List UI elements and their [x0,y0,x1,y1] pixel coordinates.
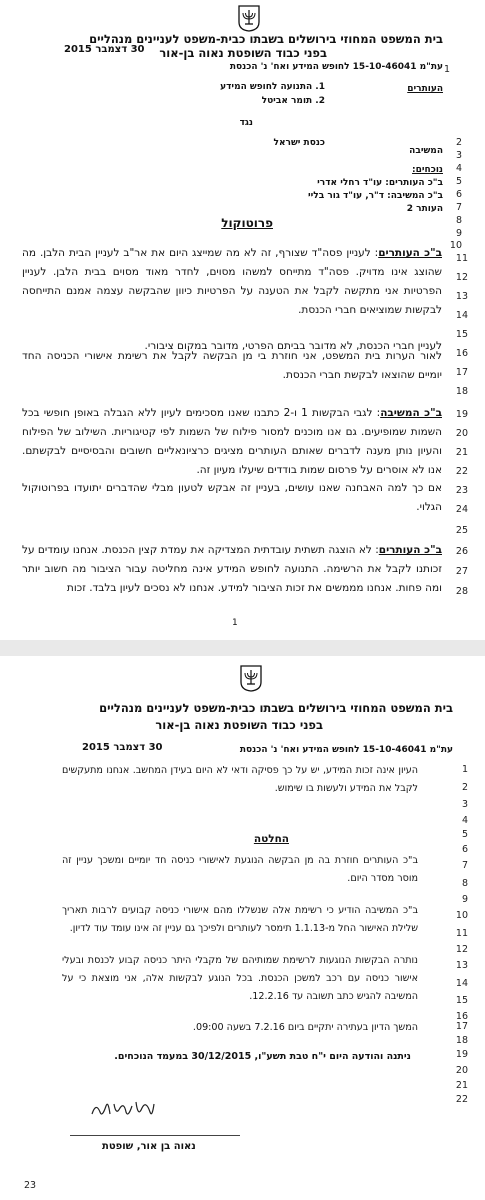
line-number: 5 [461,829,468,840]
paragraph-respondent-b: אם כך למה האבחנה שאנו עושים, בעניין זה אבקש לטעון מבלי שהדברים יתועדו בפרוטוקול הגלוי. [22,482,442,513]
line-number: 20 [455,428,468,439]
protocol-page-2 [0,656,485,1200]
hearing-date: 30 דצמבר 2015 [82,742,163,753]
respondent-name: כנסת ישראל [273,138,325,148]
continuation-notice: המשך הדיון בעתירה יתקיים ביום 7.2.16 בשעה 09:00. [192,1022,418,1033]
signature-line [70,1135,240,1136]
line-number: 5 [455,176,462,187]
decision-paragraph-2: ב"כ המשיבה הודיע כי רשימת אלה שנשללו מהם אישורי כניסה קבועים לרבות תאריך שלילת האישור החל מ-1.1.13 תימסר לעותרים ולפיכך גם עניין זה אינו עומד עוד לדיון. [62,905,418,934]
petitioners-label: העותרים [407,84,443,94]
line-number: 9 [461,894,468,905]
line-number: 26 [455,546,468,557]
line-number: 10 [455,910,468,921]
line-number: 4 [461,815,468,826]
paragraph-petitioners-1b: לעניין חברי הכנסת, לא מדובר בביתם הפרטי, מדובר במקום ציבורי. [144,340,442,352]
paragraph-petitioners-2: ב"כ העותרים: לא הוצגה תשתית עובדתית המצדיקה את עמדת קצין הכנסת. אנחנו עומדים על זכותנו לקבל את הרשימה. התנועה לחופש המידע אינה מחליטה עבור הציבור מה חשוב יותר ומה פחות. אנחנו מממשים את זכות הציבור למידע. אנחנו לא נסכים לעיון בלבד. זכות [22,544,442,594]
line-number: 25 [455,525,468,536]
speaker-label: ב"כ המשיבה [380,407,442,419]
line-number: 16 [455,1011,468,1022]
line-number: 14 [455,978,468,989]
line-number: 11 [455,253,468,264]
line-number: 8 [461,878,468,889]
line-number: 21 [455,447,468,458]
case-number: עת"מ 15-10-46041 לחופש המידע ואח' נ' הכנסת [239,745,453,755]
decision-paragraph-1: ב"כ העותרים חוזרת בה מן הבקשה הנוגעת לאישורי כניסה חד יומיים ומשכך עניין זה מוסר מסדר היום. [62,855,418,884]
line-number: 4 [455,163,462,174]
paragraph-continuation: העיון אינה זכות המידע, יש על כך פסיקה ודאי לא היום בעידן המחשב. אנחנו מתעקשים לקבל את המידע ולעשות בו שימוש. [62,765,418,794]
line-number: 21 [455,1080,468,1091]
decision-title: החלטה [253,833,289,845]
line-number: 19 [455,409,468,420]
line-number: 6 [461,844,468,855]
line-number: 8 [455,215,462,226]
judge-line: בפני כבוד השופטת נאוה בן-אור [155,718,323,732]
line-number: 11 [455,928,468,939]
line-number: 7 [455,202,462,213]
court-name: בית המשפט המחוזי בירושלים בשבתו כבית-משפט לעניינים מנהליים [99,701,453,715]
speaker-label: ב"כ העותרים [378,247,442,259]
hearing-date: 30 דצמבר 2015 [64,44,145,55]
petitioner-2: 2. תומר אביטל [261,96,325,106]
line-number: 19 [455,1049,468,1060]
line-number: 3 [461,799,468,810]
speaker-label: ב"כ העותרים [378,544,442,556]
line-number: 28 [455,586,468,597]
present-respondent-counsel: ב"כ המשיבה: ד"ר, עו"ד גור בליי [307,191,443,201]
line-number: 2 [455,137,462,148]
line-number: 22 [455,466,468,477]
line-number: 18 [455,386,468,397]
line-number: 12 [455,944,468,955]
case-number: עת"מ 15-10-46041 לחופש המידע ואח' נ' הכנסת [229,62,443,72]
line-number: 1 [461,764,468,775]
line-number: 10 [449,240,462,251]
line-number: 15 [455,995,468,1006]
line-number: 22 [455,1094,468,1105]
present-petitioners-counsel: ב"כ העותרים: עו"ד רחלי אדרי [317,178,443,188]
protocol-title: פרוטוקול [221,216,273,230]
present-label: נוכחים: [412,165,443,175]
judge-signature-name: נאוה בן אור, שופטת [102,1141,196,1152]
page-number: 1 [232,618,238,628]
line-number: 9 [455,228,462,239]
line-number: 24 [455,504,468,515]
line-number: 2 [461,782,468,793]
line-number: 23 [24,1180,37,1191]
respondent-label: המשיבה [409,146,443,156]
line-number: 14 [455,310,468,321]
line-number: 15 [455,329,468,340]
judge-line: בפני כבוד השופטת נאוה בן-אור [159,46,327,60]
paragraph-respondent: ב"כ המשיבה: לגבי הבקשות 1 ו-2 כתבנו שאנו מסכימים לעיון ללא הגבלה באופן חופשי בכל השמות שמופיעים. גם אנו מוכנים למסור פילוח של השמות לפי קטיגוריות. השילוב של הפילוח והעיון נותן מענה לדברים שאותם העותרים מציגים כרציונאליים חשובים והבסיסיים לבקשתם. אנו לא אוסרים על פרסום שמות בודדים שיעלו מעיון זה. [22,407,442,476]
line-number: 3 [455,150,462,161]
versus-label: נגד [239,118,253,128]
line-number: 17 [455,367,468,378]
line-number: 27 [455,566,468,577]
line-number: 20 [455,1065,468,1076]
line-number: 1 [443,64,450,75]
line-number: 6 [455,189,462,200]
state-emblem-icon [238,664,264,692]
line-number: 16 [455,348,468,359]
line-number: 23 [455,485,468,496]
paragraph-petitioners-1c: לאור הערות בית המשפט, אני חוזרת בי מן הבקשה לקבל את רשימת אישורי הכניסה החד יומיים שהוצאו לבקשת חברי הכנסת. [22,350,442,381]
court-name: בית המשפט המחוזי בירושלים בשבתו כבית-משפט לעניינים מנהליים [89,32,443,46]
line-number: 13 [455,291,468,302]
given-notice: ניתנה והודעה היום י"ח טבת תשע"ו, 30/12/2015 במעמד הנוכחים. [114,1051,411,1062]
line-number: 12 [455,272,468,283]
present-petitioner-2: העותר 2 [406,204,443,214]
line-number: 18 [455,1035,468,1046]
petitioner-1: 1. התנועה לחופש המידע [220,82,325,92]
line-number: 17 [455,1021,468,1032]
state-emblem-icon [236,4,262,32]
decision-paragraph-3: נותרה הבקשות הנוגעות לרשימת שמותיהם של מקבלי היתר כניסה קבוע לכנסת ובעלי אישור כניסה עם רכב למשכן הכנסת. בכל הנוגע לבקשות אלה, אני מוצאת כי על המשיבה להגיש כתב תשובה עד 12.2.16. [62,955,418,1002]
line-number: 13 [455,960,468,971]
line-number: 7 [461,860,468,871]
handwritten-signature-icon [88,1096,158,1126]
paragraph-petitioners-1: ב"כ העותרים: לעניין פסה"ד שצורף, זה לא מה שמייצג היום את אר"ב לעניין הבית הלבן. מה שהוצג אינו מדויק. פסה"ד מתייחס למשהו מסוים, לחדר מאוד מסוים בבית הלבן. לעניין הפרטיות אני מתקשה לקבל את הטענה על הפרטיות כיוון שהבקשה עצמה אמנם התייחסה לבקשות שמוציאים חברי הכנסת. [22,247,442,316]
